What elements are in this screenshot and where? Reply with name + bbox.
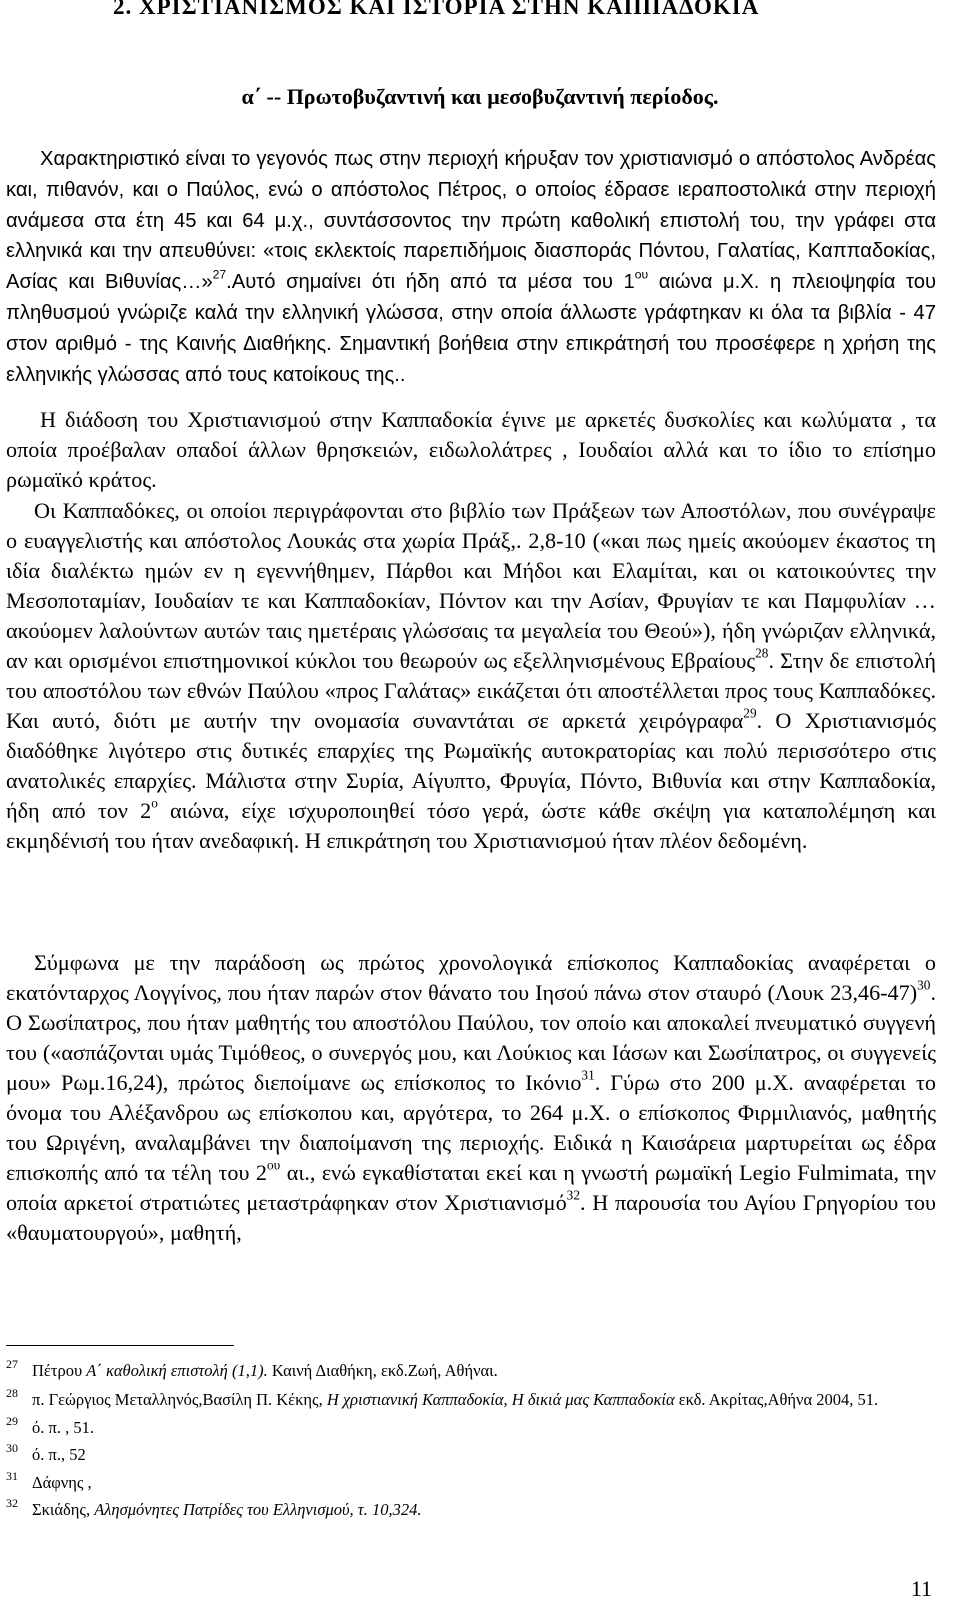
footnote-separator xyxy=(6,1345,234,1346)
footnote-27 xyxy=(6,1357,936,1382)
footnote-ref-27[interactable]: 27 xyxy=(212,267,227,282)
footnote-32 xyxy=(6,1496,936,1521)
paragraph-4-text-b: . Ο Σωσίπατρος, που ήταν μαθητής του αποστόλου Παύλου, τον οποίο και αποκαλεί πνευματικό συγγενή του («ασπάζονται υμάς Τιμόθεος, ο συνεργός μου, και Λούκιος και Ιάσων και Σωσίπατρος, οι συγγενείς μου» Ρωμ.16,24), πρώτος διεποίμανε ως επίσκοπος το Ικόνιο xyxy=(6,980,936,1095)
footnote-29 xyxy=(6,1413,936,1439)
footnote-number: 27 xyxy=(6,1357,18,1371)
paragraph-4-text-d: αι., ενώ εγκαθίσταται εκεί και η γνωστή ρωμαϊκή Legio Fulmimata, την οποία αρκετοί στρατιώτες μεταστράφηκαν στον Χριστιανισμό xyxy=(6,1160,936,1215)
footnote-number: 31 xyxy=(6,1468,18,1483)
paragraph-3-text-a: Οι Καππαδόκες, οι οποίοι περιγράφονται στο βιβλίο των Πράξεων των Αποστόλων, που συνέγραψε ο ευαγγελιστής και απόστολος Λουκάς στα χωρία Πράξ,. 2,8-10 («και πως ημείς ακούομεν έκαστος τη ιδία διαλέκτω ημών εν η εγεννήθημεν, Πάρθοι και Μήδοι και Ελαμίται, και οι κατοικούντες την Μεσοποταμίαν, Ιουδαίαν τε και Καππαδοκίαν, Πόντον και την Ασίαν, Φρυγίαν τε και Παμφυλίαν …ακούομεν λαλούντων αυτών ταις ημετέραις γλώσσαις τα μεγαλεία του Θεού»), ήδη γνώριζαν ελληνικά, αν και ορισμένοι επιστημονικοί κύκλοι του θεωρούν ως εξελληνισμένους Εβραίους xyxy=(6,498,936,673)
footnote-text: π. Γεώργιος Μεταλληνός,Βασίλη Π. Κέκης, xyxy=(32,1389,327,1409)
paragraph-3-text-d: αιώνα, είχε ισχυροποιηθεί τόσο γερά, ώστε κάθε σκέψη για καταπολέμηση και εκμηδένισή του ήταν ανεδαφική. Η επικράτηση του Χριστιανισμού ήταν πλέον δεδομένη. xyxy=(6,798,937,853)
footnote-31 xyxy=(6,1468,936,1494)
footnote-ref-29[interactable]: 29 xyxy=(743,705,757,721)
page-number: 11 xyxy=(910,1576,932,1601)
footnote-text: ό. π., 52 xyxy=(32,1445,86,1464)
subtitle: α΄ -- Πρωτοβυζαντινή και μεσοβυζαντινή περίοδος. xyxy=(241,84,719,109)
footnote-text: Σκιάδης, xyxy=(32,1500,95,1519)
footnotes xyxy=(6,1357,936,1527)
paragraph-1 xyxy=(6,144,936,390)
paragraph-3-text-b: . Στην δε επιστολή του αποστόλου των εθνών Παύλου «προς Γαλάτας» εικάζεται ότι αποστέλλεται προς τους Καππαδόκες. Και αυτό, διότι με αυτήν την ονομασία συναντάται σε αρκετά χειρόγραφα xyxy=(6,648,936,733)
footnote-ref-30[interactable]: 30 xyxy=(917,977,931,993)
paragraph-1-text-c: αιώνα μ.Χ. η πλειοψηφία του πληθυσμού γνώριζε καλά την ελληνική γλώσσα, στην οποία άλλωστε γράφτηκαν κι όλα τα βιβλία - 47 στον αριθμό - της Καινής Διαθήκης. Σημαντική βοήθεια στην επικράτησή του προσέφερε η χρήση της ελληνικής γλώσσας από τους κατοίκους της.. xyxy=(6,271,936,386)
paragraph-2-text: Η διάδοση του Χριστιανισμού στην Καππαδοκία έγινε με αρκετές δυσκολίες και κωλύματα , τα οποία προέβαλαν οπαδοί άλλων θρησκειών, ειδωλολάτρες , Ιουδαίοι αλλά και το ίδιο το επίσημο ρωμαϊκό κράτος. xyxy=(6,407,936,492)
footnote-text: Καινή Διαθήκη, εκδ.Ζωή, Αθήναι. xyxy=(267,1361,498,1380)
paragraph-4-text-c: . Γύρω στο 200 μ.Χ. αναφέρεται το όνομα του Αλέξανδρου ως επίσκοπου και, αργότερα, το 264 μ.Χ. ο επίσκοπος Φιρμιλιανός, μαθητής του Ωριγένη, αναλαμβάνει την διαποίμανση της περιοχής. Ειδικά η Καισάρεια μαρτυρείται ως έδρα επισκοπής από τα τέλη του 2 xyxy=(6,1070,936,1185)
paragraph-1-text-a: Χαρακτηριστικό είναι το γεγονός πως στην περιοχή κήρυξαν τον χριστιανισμό ο απόστολος Ανδρέας και, πιθανόν, και ο Παύλος, ενώ ο απόστολος Πέτρος, ο οποίος έδρασε ιεραποστολικά στην περιοχή ανάμεσα στα έτη 45 και 64 μ.χ., συντάσσοντος την πρώτη καθολική επιστολή του, την γράφει στα ελληνικά και την απευθύνει: «τοις εκλεκτοίς παρεπιδήμοις διασποράς Πόντου, Γαλατίας, Καππαδοκίας, Ασίας και Βιθυνίας…» xyxy=(6,148,936,294)
footnote-italic: Α΄ καθολική επιστολή (1,1). xyxy=(86,1361,268,1380)
footnote-text: εκδ. Ακρίτας,Αθήνα 2004, 51. xyxy=(674,1389,879,1409)
footnote-number: 32 xyxy=(6,1496,18,1510)
footnote-number: 30 xyxy=(6,1441,18,1455)
footnote-italic: Αλησμόνητες Πατρίδες του Ελληνισμού, τ. 10,324. xyxy=(94,1500,422,1519)
paragraph-3 xyxy=(6,496,936,856)
paragraph-1-text-b: .Αυτό σημαίνει ότι ήδη από τα μέσα του 1 xyxy=(226,271,635,294)
paragraph-4-text-e: . Η παρουσία του Αγίου Γρηγορίου του «θαυματουργού», μαθητή, xyxy=(6,1190,936,1245)
footnote-number: 29 xyxy=(6,1413,18,1428)
paragraph-4-text-a: Σύμφωνα με την παράδοση ως πρώτος χρονολογικά επίσκοπος Καππαδοκίας αναφέρεται ο εκατόνταρχος Λογγίνος, που ήταν παρών στον θάνατο του Ιησού πάνω στον σταυρό (Λουκ 23,46-47) xyxy=(6,950,936,1005)
footnote-ref-31[interactable]: 31 xyxy=(581,1067,595,1083)
footnote-ref-32[interactable]: 32 xyxy=(566,1187,580,1203)
footnote-text: ό. π. , 51. xyxy=(32,1417,94,1437)
footnote-ref-28[interactable]: 28 xyxy=(755,645,769,661)
footnote-text: Πέτρου xyxy=(32,1361,87,1380)
section-title: 2. ΧΡΙΣΤΙΑΝΙΣΜΟΣ ΚΑΙ ΙΣΤΟΡΙΑ ΣΤΗΝ ΚΑΠΠΑΔΟΚΙΑ xyxy=(113,0,760,19)
ordinal-sup: ου xyxy=(634,267,649,282)
ordinal-sup: ου xyxy=(267,1157,281,1173)
footnote-italic: Η χριστιανική Καππαδοκία, Η δικιά μας Καππαδοκία xyxy=(326,1389,675,1409)
paragraph-3-text-c: . Ο Χριστιανισμός διαδόθηκε λιγότερο στις δυτικές επαρχίες της Ρωμαϊκής αυτοκρατορίας και πολύ περισσότερο στις ανατολικές επαρχίες. Μάλιστα στην Συρία, Αίγυπτο, Φρυγία, Πόντο, Βιθυνία και στην Καππαδοκία, ήδη από τον 2 xyxy=(6,708,937,823)
footnote-30 xyxy=(6,1441,936,1466)
footnote-28 xyxy=(6,1385,936,1411)
ordinal-sup: ο xyxy=(151,795,158,811)
footnote-text: Δάφνης , xyxy=(32,1472,92,1492)
paragraph-4 xyxy=(6,948,936,1248)
paragraph-2 xyxy=(6,405,936,495)
footnote-number: 28 xyxy=(6,1385,18,1400)
